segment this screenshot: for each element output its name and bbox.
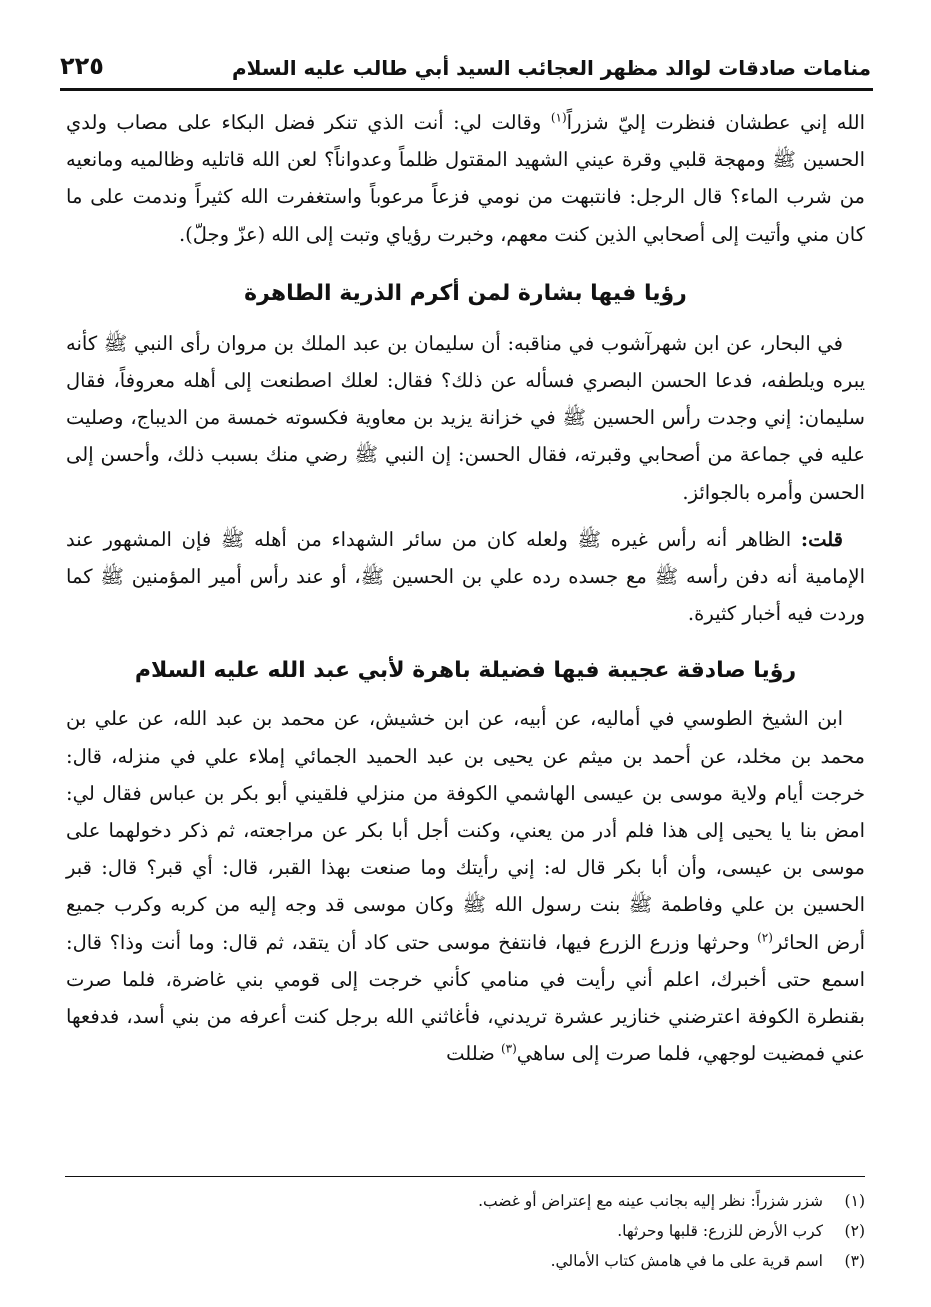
footnote-text: كرب الأرض للزرع: قلبها وحرثها.: [617, 1222, 823, 1240]
section-heading-1: رؤيا فيها بشارة لمن أكرم الذرية الطاهرة: [244, 280, 687, 306]
paragraph-4-part-c: ضللت: [446, 1042, 501, 1066]
paragraph-1-part-b: وقالت لي: أنت الذي تنكر فضل البكاء على مصاب ولدي الحسين ﷺ ومهجة قلبي وقرة عيني الشهيد المقتول ظلماً وعدواناً؟ لعن الله قاتليه وظالميه ومانعيه من شرب الماء؟ قال الرجل: فانتبهت من نومي فزعاً مرعوباً واستغفرت الله كثيراً وندمت على ما كان مني وأتيت إلى أصحابي الذين كنت معهم، وخبرت رؤياي وتبت إلى الله (عزّ وجلّ).: [66, 111, 865, 246]
footnote-ref-3: (٣): [500, 1041, 517, 1056]
footnote-number: (٢): [844, 1222, 865, 1240]
footnote-text: اسم قرية على ما في هامش كتاب الأمالي.: [550, 1252, 823, 1270]
footnote-number: (٣): [844, 1252, 865, 1270]
paragraph-3-lead: قلت:: [800, 527, 843, 551]
header-rule: [60, 88, 873, 91]
paragraph-1-part-a: الله إني عطشان فنظرت إليّ شزراً: [566, 111, 866, 134]
footnote-1: [66, 1186, 865, 1216]
paragraph-4-part-a: ابن الشيخ الطوسي في أماليه، عن أبيه، عن ابن خشيش، عن محمد بن عبد الله، عن علي بن محمد بن مخلد، عن أحمد بن ميثم عن يحيى بن عبد الحميد الجمائي إملاء علي في منزله، قال: خرجت أيام ولاية موسى بن عيسى الهاشمي الكوفة من منزلي فلقيني أبو بكر بن عباس فقال لي: امض بنا يا يحيى إلى هذا فلم أدر من يعني، وكنت أجل أبا بكر عن مراجعته، ثم ذكر دخولهما على موسى بن عيسى، وأن أبا بكر قال له: إني رأيتك وما صنعت بهذا القبر، قال: أي قبر؟ قال: قبر الحسين بن علي وفاطمة ﷺ بنت رسول الله ﷺ وكان موسى قد وجه إليه من كربه وكرب جميع أرض الحائر: [66, 707, 866, 954]
footnote-3: [66, 1246, 865, 1276]
paragraph-4: [66, 700, 865, 1072]
running-title: منامات صادقات لوالد مظهر العجائب السيد أبي طالب عليه السلام: [232, 56, 871, 80]
paragraph-4-part-b: وحرثها وزرع الزرع فيها، فانتفخ موسى حتى كاد أن يتقد، ثم قال: وما أنت وذا؟ قال: اسمع حتى أخبرك، اعلم أني رأيت في منامي كأني خرجت إلى قومي بني غاضرة، فلما صرت بقنطرة الكوفة اعترضني خنازير عشرة تريدني، فأغاثني الله برجل كنت أعرفه من بني أسد، فدفعها عني فمضيت لوجهي، فلما صرت إلى ساهي: [66, 930, 865, 1066]
paragraph-2: في البحار، عن ابن شهرآشوب في مناقبه: أن سليمان بن عبد الملك بن مروان رأى النبي ﷺ كأنه يبره ويلطفه، فدعا الحسن البصري فسأله عن ذلك؟ فقال: لعلك اصطنعت إلى أهله معروفاً، فقال سليمان: إني وجدت رأس الحسين ﷺ في خزانة يزيد بن معاوية فكسوته خمسة من الديباج، وصليت عليه في جماعة من أصحابي وقبرته، فقال الحسن: إن النبي ﷺ رضي منك بسبب ذلك، وأحسن إلى الحسن وأمره بالجوائز.: [66, 331, 865, 504]
footnote-2: [66, 1216, 865, 1246]
paragraph-1: [66, 104, 865, 253]
footnote-number: (١): [844, 1192, 865, 1210]
body-text: [66, 104, 865, 1072]
paragraph-3: [66, 521, 865, 633]
paragraph-3-text: الظاهر أنه رأس غيره ﷺ ولعله كان من سائر الشهداء من أهله ﷺ فإن المشهور عند الإمامية أنه دفن رأسه ﷺ مع جسده رده علي بن الحسين ﷺ، أو عند رأس أمير المؤمنين ﷺ كما وردت فيه أخبار كثيرة.: [66, 527, 865, 626]
page-header: [60, 36, 871, 80]
footnote-text: شزر شزراً: نظر إليه بجانب عينه مع إعتراض أو غضب.: [478, 1192, 823, 1210]
footnotes: [66, 1186, 865, 1276]
footnote-rule: [65, 1176, 865, 1177]
section-heading-2: رؤيا صادقة عجيبة فيها فضيلة باهرة لأبي عبد الله عليه السلام: [134, 658, 797, 684]
page-number: ٢٢٥: [60, 52, 104, 80]
footnote-ref-2: (٢): [757, 930, 773, 945]
footnote-ref-1: (١): [550, 110, 567, 125]
